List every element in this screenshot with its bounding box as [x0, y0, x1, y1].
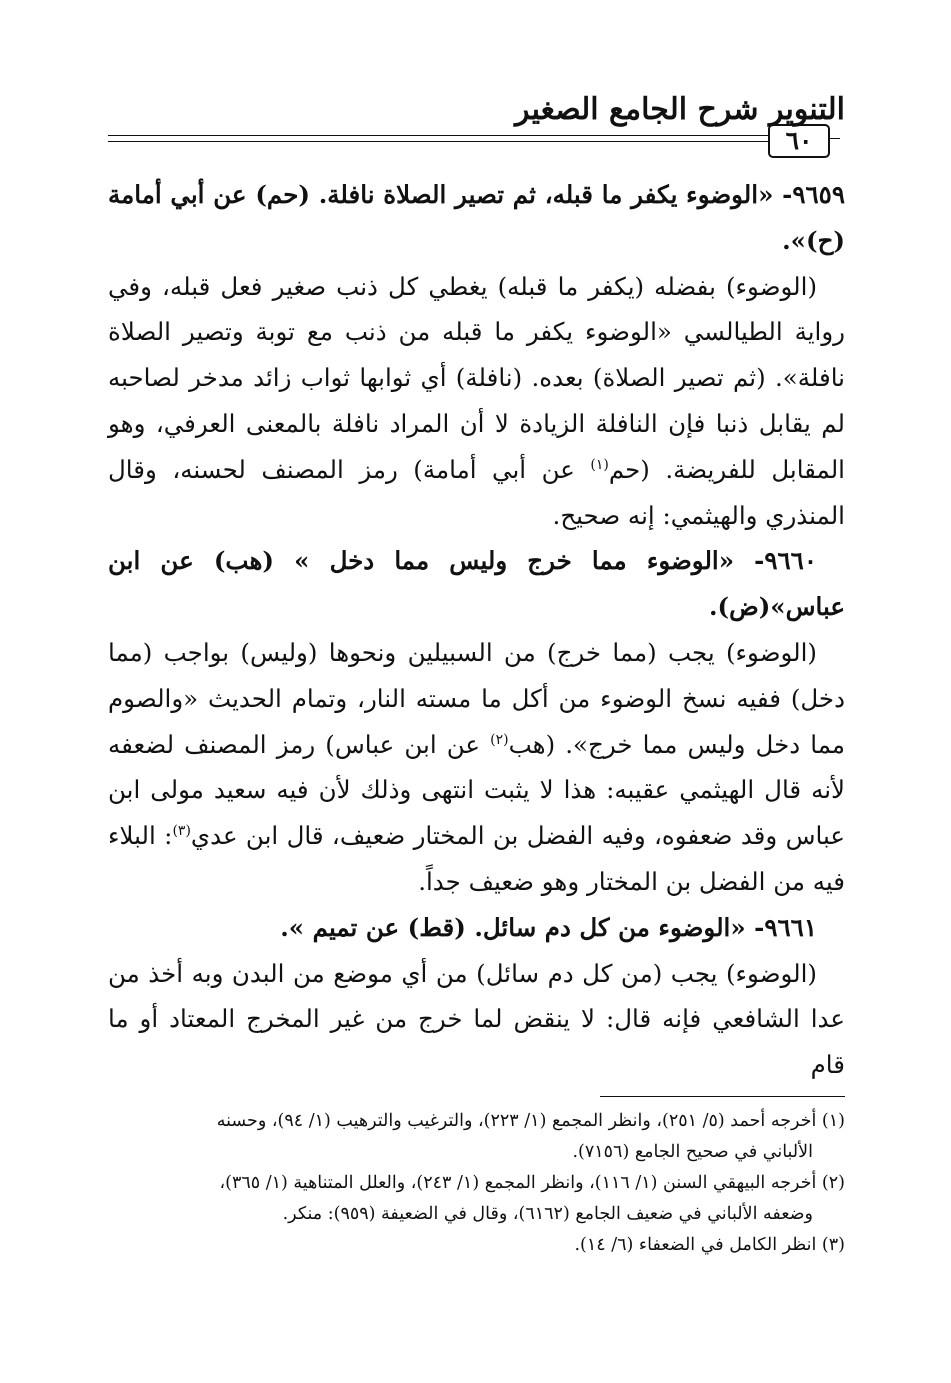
running-title: التنوير شرح الجامع الصغير [515, 92, 845, 127]
footnote-ref-1: (١) [590, 456, 609, 473]
commentary-text: عن ابن عباس) رمز المصنف لضعفه لأنه قال الهيثمي عقيبه: هذا لا يثبت انتهى وذلك لأن فيه سعيد مولى ابن عباس وقد ضعفوه، وفيه الفضل بن المختار ضعيف، قال ابن عدي [108, 729, 845, 851]
footnote-3: (٣) انظر الكامل في الضعفاء (٦/ ١٤). [574, 1235, 845, 1255]
footnotes [108, 1106, 845, 1261]
footnote-1-continued: الألباني في صحيح الجامع (٧١٥٦). [572, 1142, 813, 1162]
hadith-9659-commentary [108, 264, 845, 539]
commentary-text: عن أبي أمامة) رمز المصنف لحسنه، وقال المنذري والهيثمي: إنه صحيح. [108, 454, 845, 530]
footnote-1: (١) أخرجه أحمد (٥/ ٢٥١)، وانظر المجمع (١/ ٢٢٣)، والترغيب والترهيب (١/ ٩٤)، وحسنه [216, 1111, 845, 1131]
main-text [108, 172, 845, 1088]
commentary-text: (الوضوء) يجب (مما خرج) من السبيلين ونحوها (وليس) بواجب (مما دخل) ففيه نسخ الوضوء من أكل ما مسته النار، وتمام الحديث «والصوم مما دخل وليس مما خرج». (هب [108, 637, 845, 759]
hadith-9659-heading: ٩٦٥٩- «الوضوء يكفر ما قبله، ثم تصير الصلاة نافلة. (حم) عن أبي أمامة (ح)». [108, 180, 845, 255]
commentary-text: (الوضوء) بفضله (يكفر ما قبله) يغطي كل ذنب صغير فعل قبله، وفي رواية الطيالسي «الوضوء يكفر ما قبله من ذنب مع توبة وتصير الصلاة نافلة». (ثم تصير الصلاة) بعده. (نافلة) أي ثوابها ثواب زائد مدخر لصاحبه لم يقابل ذنبا فإن النافلة الزيادة لا أن المراد نافلة بالمعنى العرفي، وهو المقابل للفريضة. (حم [108, 271, 845, 484]
hadith-9660-commentary [108, 630, 845, 905]
hadith-9661-heading: ٩٦٦١- «الوضوء من كل دم سائل. (قط) عن تميم ». [280, 912, 817, 942]
hadith-9660-heading: ٩٦٦٠- «الوضوء مما خرج وليس مما دخل » (هب) عن ابن عباس»(ض). [108, 546, 845, 622]
footnote-2: (٢) أخرجه البيهقي السنن (١/ ١١٦)، وانظر المجمع (١/ ٢٤٣)، والعلل المتناهية (١/ ٣٦٥)، [219, 1173, 845, 1193]
hadith-9661-commentary: (الوضوء) يجب (من كل دم سائل) من أي موضع من البدن وبه أخذ من عدا الشافعي فإنه قال: لا ينقض لما خرج من غير المخرج المعتاد أو ما قام [108, 958, 845, 1080]
page-number: ٦٠ [768, 124, 830, 158]
footnote-ref-3: (٣) [172, 823, 191, 839]
footnote-separator [600, 1096, 845, 1097]
commentary-text: : البلاء فيه من الفضل بن المختار وهو ضعيف جداً. [108, 821, 845, 896]
header-rule-bottom [108, 141, 768, 142]
footnote-ref-2: (٢) [490, 731, 509, 748]
footnote-2-continued: وضعفه الألباني في ضعيف الجامع (٦١٦٢)، وقال في الضعيفة (٩٥٩): منكر. [282, 1204, 813, 1224]
header-rule-top [108, 135, 768, 136]
